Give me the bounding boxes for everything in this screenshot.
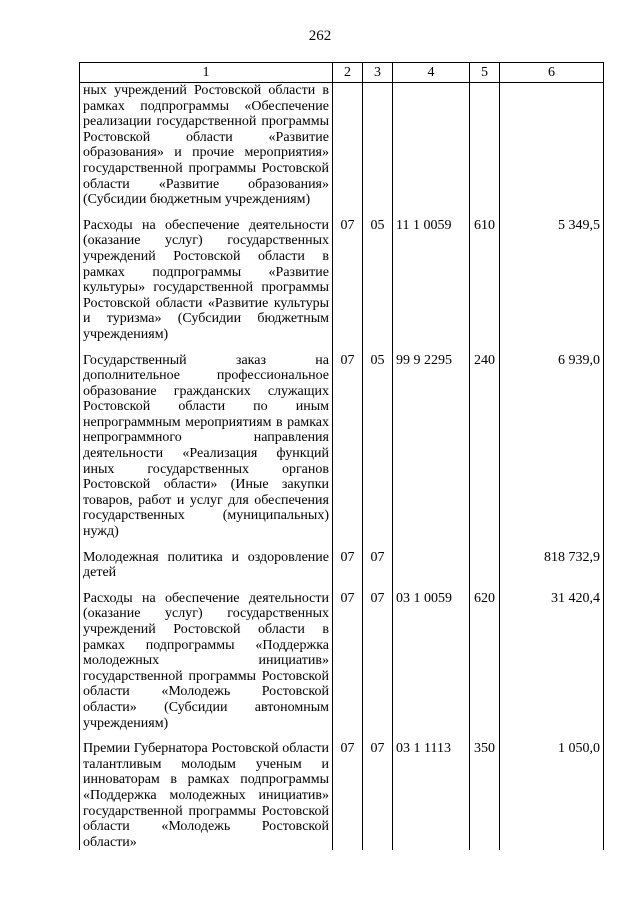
row-section: 07: [333, 550, 363, 581]
row-subsection: 07: [363, 591, 393, 731]
row-amount: 31 420,4: [500, 591, 604, 731]
row-subsection: 07: [363, 741, 393, 850]
row-target-code: 99 9 2295: [393, 353, 470, 540]
row-target-code: 03 1 1113: [393, 741, 470, 850]
row-amount: 6 939,0: [500, 353, 604, 540]
column-header-3: 3: [363, 63, 393, 83]
row-description: Расходы на обеспечение деятельности (оказание услуг) государственных учреждений Ростовской области в рамках подпрограммы «Поддержка молодежных инициатив» государственной программы Ростовской области «Молодежь Ростовской области» (Субсидии автономным учреждениям): [80, 591, 333, 731]
row-expense-type: [470, 83, 500, 208]
row-gap: [80, 343, 604, 353]
row-amount: 5 349,5: [500, 218, 604, 343]
table-row: [80, 83, 604, 208]
budget-table: [79, 62, 604, 850]
page-number: 262: [308, 28, 332, 44]
row-subsection: 05: [363, 218, 393, 343]
column-header-4: 4: [393, 63, 470, 83]
row-subsection: [363, 83, 393, 208]
row-amount: 818 732,9: [500, 550, 604, 581]
row-target-code: [393, 83, 470, 208]
table-row: [80, 353, 604, 540]
table-row: [80, 218, 604, 343]
table-row: [80, 741, 604, 850]
row-section: [333, 83, 363, 208]
row-target-code: 11 1 0059: [393, 218, 470, 343]
row-amount: 1 050,0: [500, 741, 604, 850]
row-expense-type: 240: [470, 353, 500, 540]
table-row: [80, 550, 604, 581]
row-expense-type: 620: [470, 591, 500, 731]
row-expense-type: 610: [470, 218, 500, 343]
column-header-5: 5: [470, 63, 500, 83]
row-description: Молодежная политика и оздоровление детей: [80, 550, 333, 581]
row-description: Расходы на обеспечение деятельности (оказание услуг) государственных учреждений Ростовской области в рамках подпрограммы «Развитие культуры» государственной программы Ростовской области «Развитие культуры и туризма» (Субсидии бюджетным учреждениям): [80, 218, 333, 343]
row-section: 07: [333, 353, 363, 540]
row-target-code: [393, 550, 470, 581]
row-target-code: 03 1 0059: [393, 591, 470, 731]
row-description: Премии Губернатора Ростовской области талантливым молодым ученым и инноваторам в рамках подпрограммы «Поддержка молодежных инициатив» государственной программы Ростовской области «Молодежь Ростовской области»: [80, 741, 333, 850]
row-gap: [80, 731, 604, 741]
row-gap: [80, 208, 604, 218]
row-subsection: 07: [363, 550, 393, 581]
row-description: ных учреждений Ростовской области в рамках подпрограммы «Обеспечение реализации государственной программы Ростовской области «Развитие образования» и прочие мероприятия» государственной программы Ростовской области «Развитие образования» (Субсидии бюджетным учреждениям): [80, 83, 333, 208]
row-expense-type: 350: [470, 741, 500, 850]
row-description: Государственный заказ на дополнительное профессиональное образование гражданских служащих Ростовской области по иным непрограммным мероприятиям в рамках непрограммного направления деятельности «Реализация функций иных государственных органов Ростовской области» (Иные закупки товаров, работ и услуг для обеспечения государственных (муниципальных) нужд): [80, 353, 333, 540]
table-header-row: [80, 63, 604, 83]
row-section: 07: [333, 591, 363, 731]
column-header-2: 2: [333, 63, 363, 83]
row-amount: [500, 83, 604, 208]
table-row: [80, 591, 604, 731]
row-section: 07: [333, 218, 363, 343]
row-gap: [80, 540, 604, 550]
row-subsection: 05: [363, 353, 393, 540]
row-section: 07: [333, 741, 363, 850]
row-gap: [80, 581, 604, 591]
column-header-1: 1: [80, 63, 333, 83]
row-expense-type: [470, 550, 500, 581]
column-header-6: 6: [500, 63, 604, 83]
